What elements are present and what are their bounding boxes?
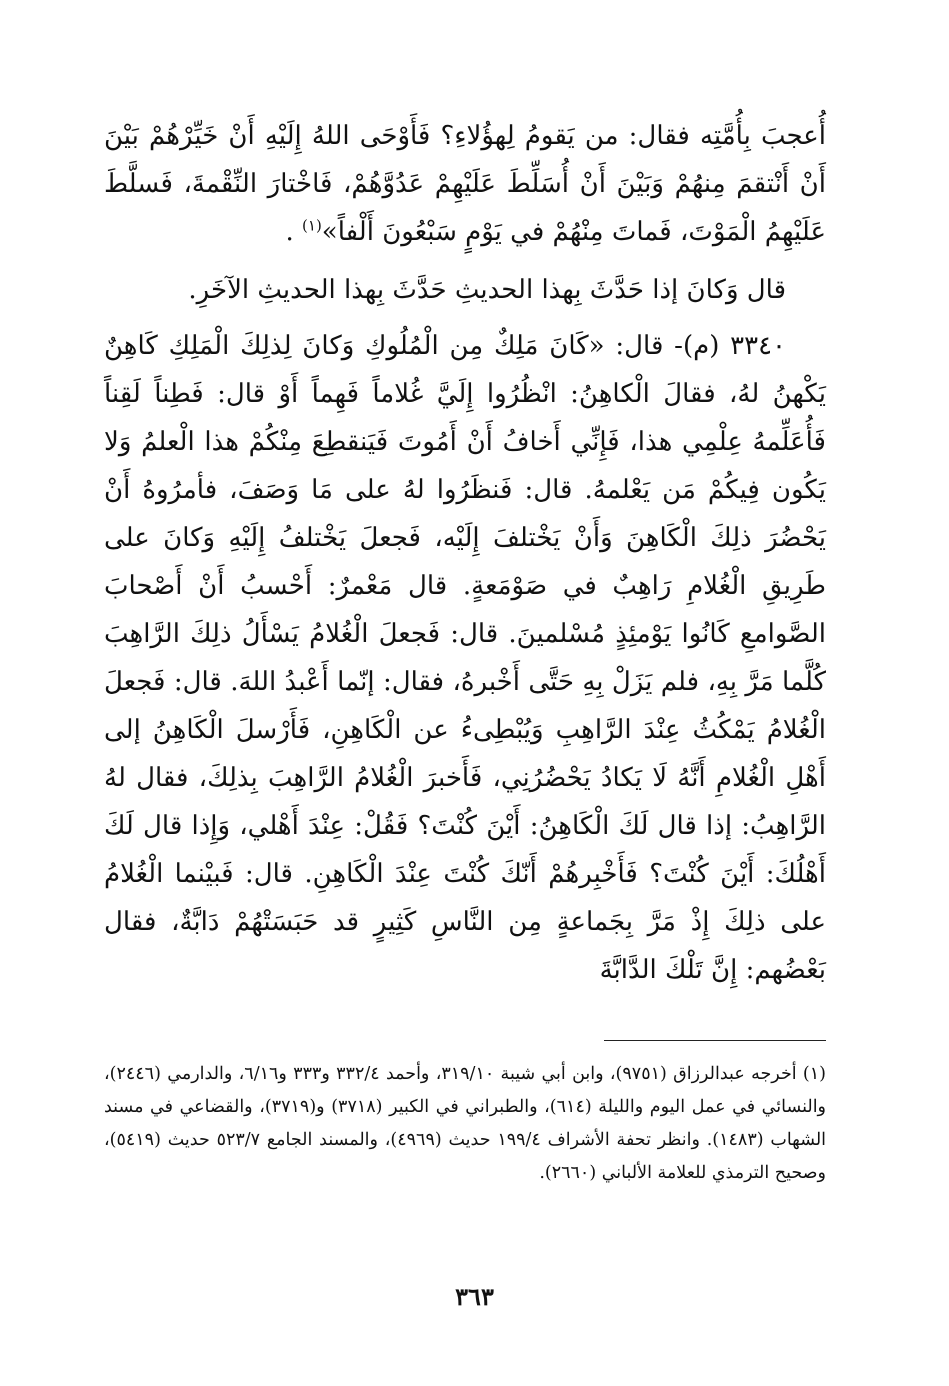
hadith-3340-paragraph: ٣٣٤٠ (م)- قال: «كَانَ مَلِكٌ مِن الْمُلُوكِ وَكانَ لِذلِكَ الْمَلِكِ كَاهِنٌ يَكْهنُ لهُ، فقالَ الْكاهِنُ: انْظُرُوا إِلَيَّ غُلاماً فَهِماً أَوْ قال: فَطِناً لَقِناً فَأُعَلِّمهُ عِلْمِي هذا، فَإِنِّي أَخافُ أَنْ أَمُوتَ فَيَنقطِعَ مِنْكُمْ هذا الْعلمُ وَلا يَكُون فِيكُمْ مَن يَعْلمهُ. قال: فَنظَرُوا لهُ على مَا وَصَفَ، فأمرُوهُ أَنْ يَحْضُرَ ذلِكَ الْكَاهِنَ وَأَنْ يَخْتلفَ إِلَيْه، فَجعلَ يَخْتلفُ إِلَيْهِ وَكانَ على طَرِيقِ الْغُلامِ رَاهِبٌ في صَوْمَعةٍ. قال مَعْمرٌ: أَحْسبُ أَنْ أَصْحابَ الصَّوامعِ كَانُوا يَوْمئِذٍ مُسْلمينَ. قال: فَجعلَ الْغُلامُ يَسْأَلُ ذلِكَ الرَّاهِبَ كُلَّما مَرَّ بِهِ، فلم يَزَلْ بِهِ حَتَّى أَخْبرهُ، فقال: إنّما أَعْبدُ اللهَ. قال: فَجعلَ الْغُلامُ يَمْكُثُ عِنْدَ الرَّاهِبِ وَيُبْطِىءُ عن الْكَاهِنِ، فَأَرْسلَ الْكَاهِنُ إلى أَهْلِ الْغُلامِ أَنَّهُ لَا يَكادُ يَحْضُرُنِي، فَأَخبرَ الْغُلامُ الرَّاهِبَ بِذلِكَ، فقال لهُ الرَّاهِبُ: إذا قال لَكَ الْكَاهِنُ: أَيْنَ كُنْتَ؟ فَقُلْ: عِنْدَ أَهْلي، وَإِذا قال لَكَ أَهْلُكَ: أَيْنَ كُنْتَ؟ فَأَخْبِرهُمْ أَنّكَ كُنْتَ عِنْدَ الْكَاهِنِ. قال: فَبيْنما الْغُلامُ على ذلِكَ إِذْ مَرَّ بِجَماعةٍ مِن النَّاسِ كَثِيرٍ قد حَبَسَتْهُمْ دَابَّةٌ، فقال بَعْضُهم: إِنَّ تَلْكَ الدَّابَّةَ [104, 331, 826, 985]
paragraph-2: قال وَكانَ إذا حَدَّثَ بِهذا الحديثِ حَدَّثَ بِهذا الحديثِ الآخَرِ. [188, 275, 786, 305]
main-text [104, 112, 826, 994]
footnote-reference: (١) [302, 216, 322, 235]
paragraph-1-text: أُعجبَ بِأُمَّتِه فقال: من يَقومُ لِهؤُلاءِ؟ فَأَوْحَى اللهُ إِلَيْهِ أَنْ خَيِّرْهُمْ بَيْنَ أَنْ أَنْتقمَ مِنهُمْ وَبَيْنَ أَنْ أُسَلِّطَ عَلَيْهِمْ عَدُوَّهُمْ، فَاخْتارَ النِّقْمةَ، فَسلَّطَ عَلَيْهِمُ الْمَوْتَ، فَماتَ مِنْهُمْ في يَوْمٍ سَبْعُونَ أَلْفاً» [104, 121, 826, 247]
paragraph-1 [104, 112, 826, 256]
footnote-divider [604, 1040, 826, 1041]
footnotes [104, 1058, 826, 1190]
footnote-1: (١) أخرجه عبدالرزاق (٩٧٥١)، وابن أبي شيبة ٣١٩/١٠، وأحمد ٣٣٢/٤ و٣٣٣ و٦/١٦، والدارمي (٢٤٤٦)، والنسائي في عمل اليوم والليلة (٦١٤)، والطبراني في الكبير (٣٧١٨) و(٣٧١٩)، والقضاعي في مسند الشهاب (١٤٨٣). وانظر تحفة الأشراف ١٩٩/٤ حديث (٤٩٦٩)، والمسند الجامع ٥٢٣/٧ حديث (٥٤١٩)، وصحيح الترمذي للعلامة الألباني (٢٦٦٠). [104, 1064, 827, 1183]
page-number: ٣٦٣ [455, 1282, 494, 1311]
paragraph-1-end: . [285, 217, 303, 247]
